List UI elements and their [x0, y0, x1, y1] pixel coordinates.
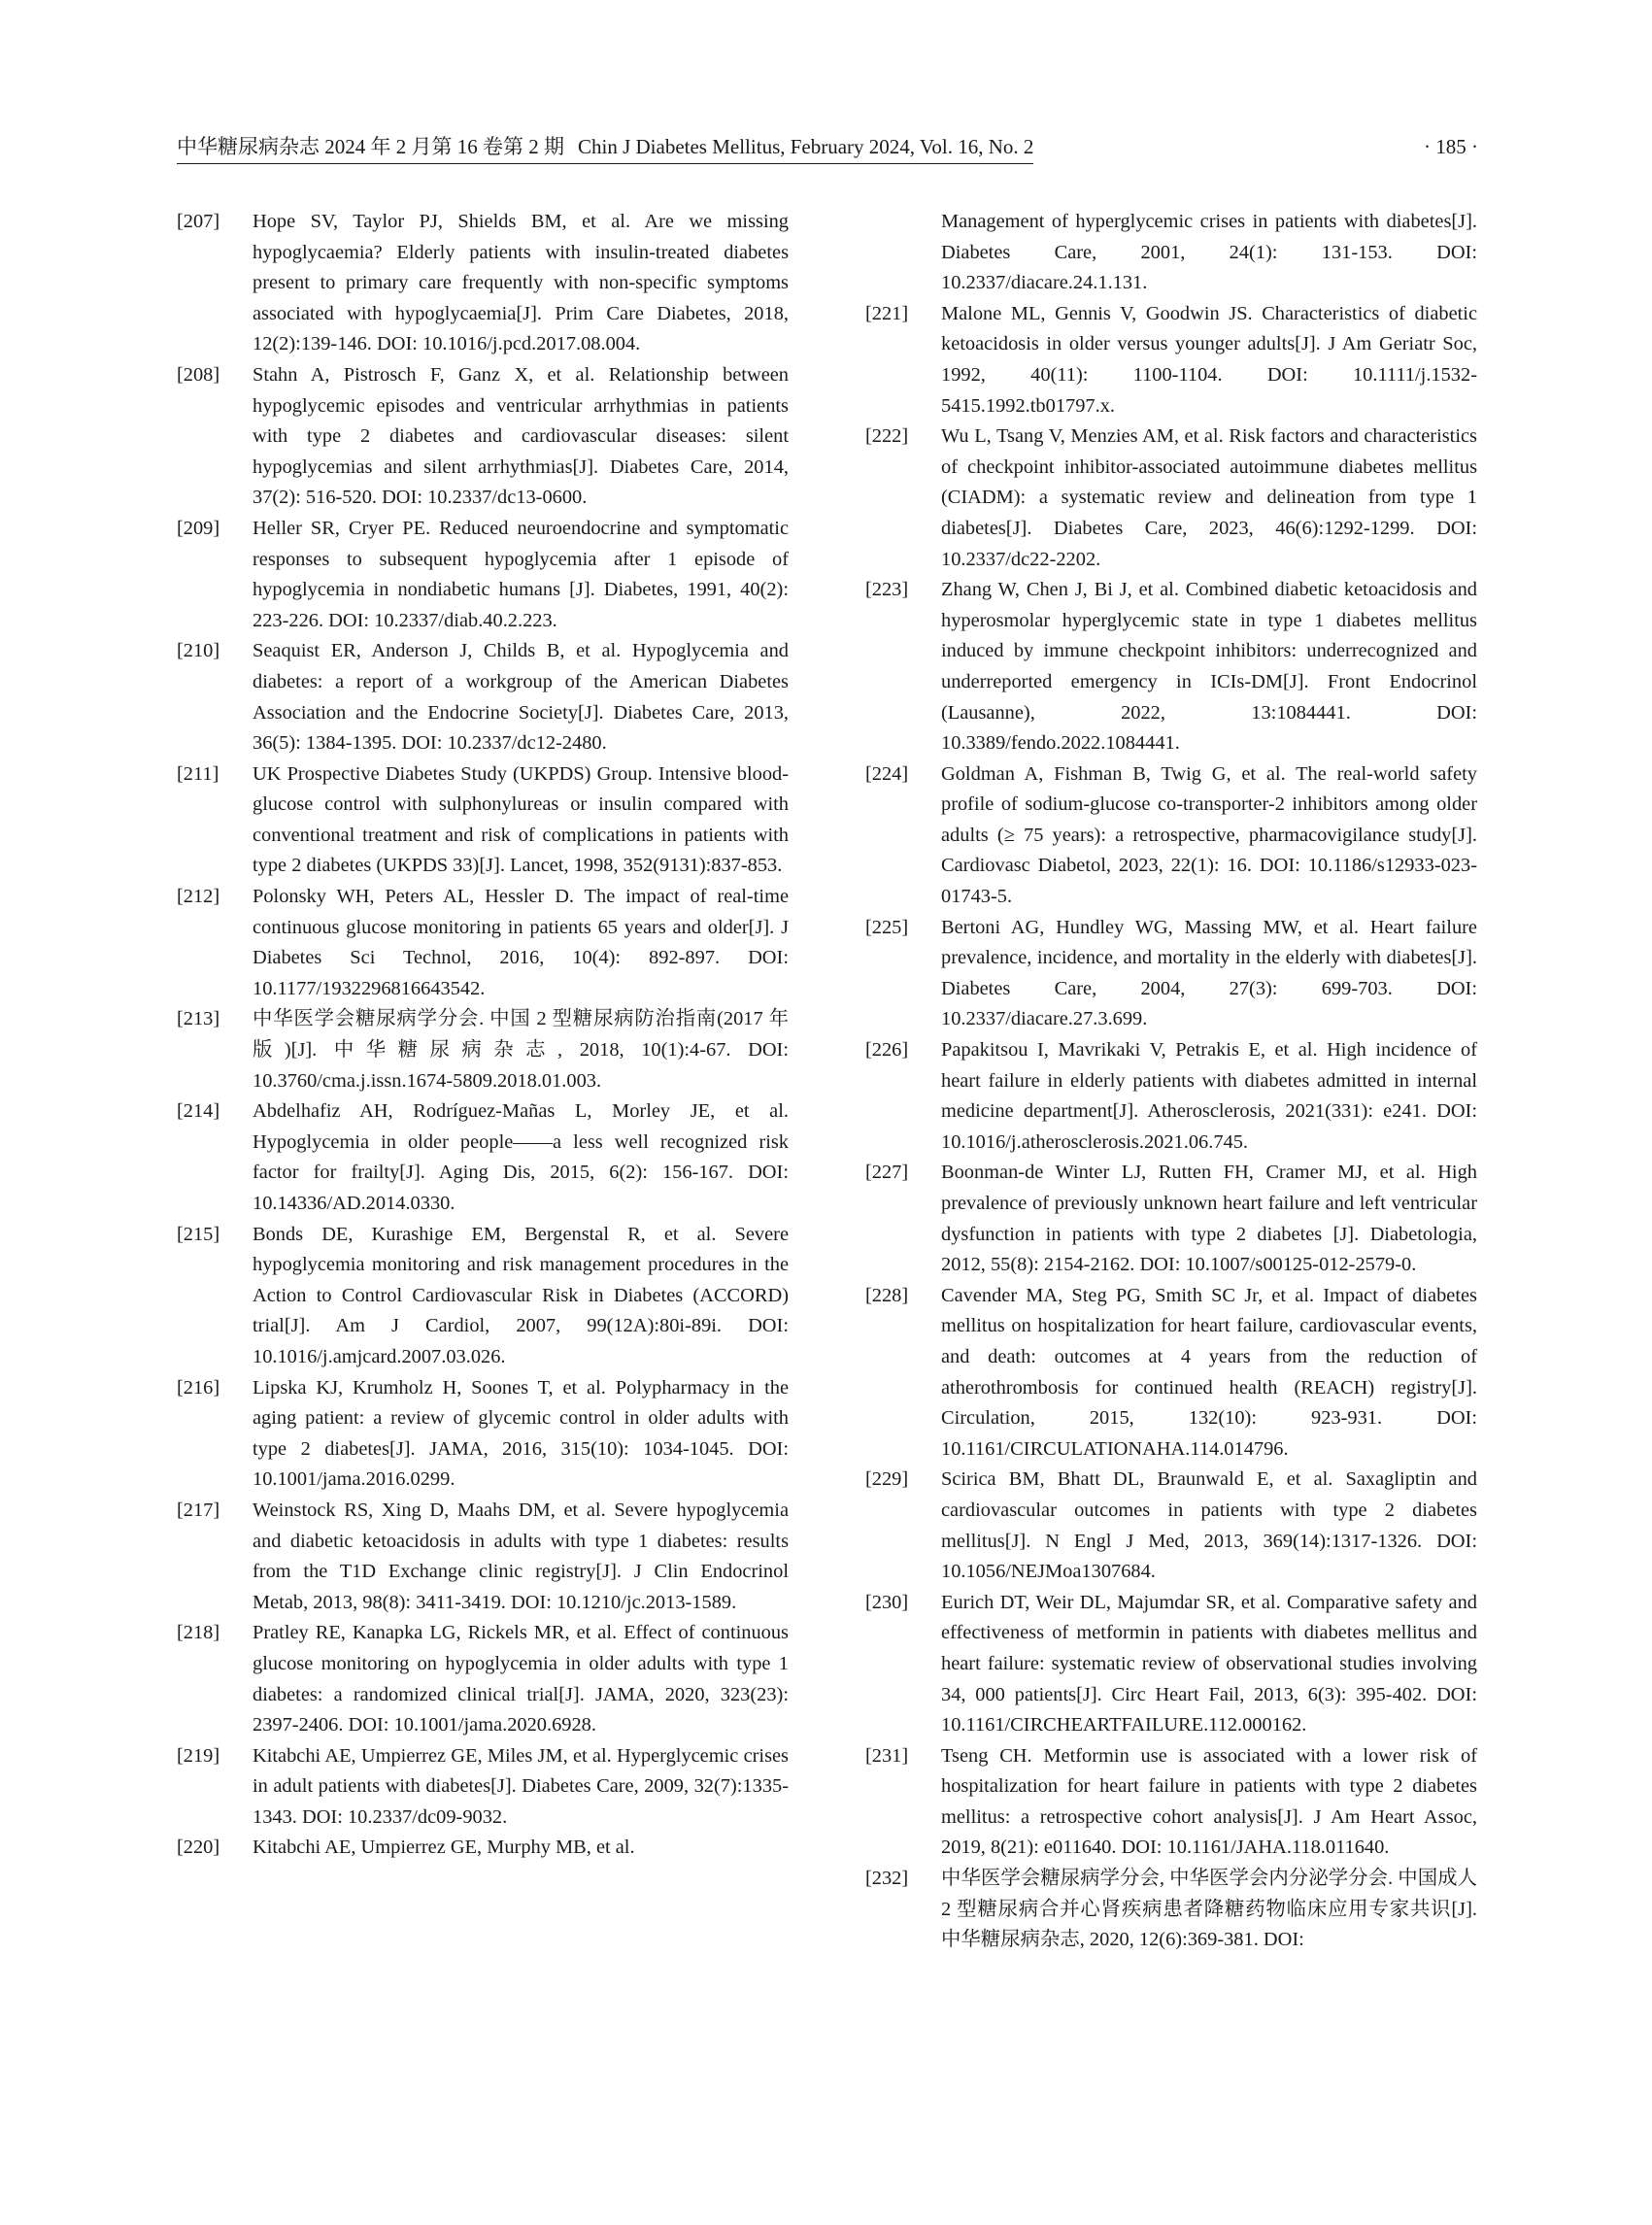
reference-item	[177, 1220, 789, 1373]
reference-number: [217]	[177, 1499, 220, 1521]
reference-item	[177, 1618, 789, 1740]
reference-item	[865, 207, 1477, 299]
reference-number: [226]	[865, 1039, 909, 1062]
reference-text: Scirica BM, Bhatt DL, Braunwald E, et al. Saxagliptin and cardiovascular outcomes in patients with type 2 diabetes mellitus[J]. N Engl J Med, 2013, 369(14):1317-1326. DOI: 10.1056/NEJMoa1307684.	[941, 1468, 1477, 1583]
reference-text: Pratley RE, Kanapka LG, Rickels MR, et al. Effect of continuous glucose monitoring on hypoglycemia in older adults with type 1 diabetes: a randomized clinical trial[J]. JAMA, 2020, 323(23): 2397-2406. DOI: 10.1001/jama.2020.6928.	[253, 1622, 789, 1736]
reference-text: Seaquist ER, Anderson J, Childs B, et al. Hypoglycemia and diabetes: a report of a workgroup of the American Diabetes Association and the Endocrine Society[J]. Diabetes Care, 2013, 36(5): 1384-1395. DOI: 10.2337/dc12-2480.	[253, 640, 789, 755]
reference-number: [229]	[865, 1468, 909, 1491]
reference-text: Kitabchi AE, Umpierrez GE, Murphy MB, et al.	[253, 1837, 635, 1859]
reference-number: [220]	[177, 1837, 220, 1859]
reference-text: Wu L, Tsang V, Menzies AM, et al. Risk factors and characteristics of checkpoint inhibitor-associated autoimmune diabetes mellitus (CIADM): a systematic review and delineation from type 1 diabetes[J]. Diabetes Care, 2023, 46(6):1292-1299. DOI: 10.2337/dc22-2202.	[941, 425, 1477, 570]
reference-text: Hope SV, Taylor PJ, Shields BM, et al. Are we missing hypoglycaemia? Elderly patients with insulin-treated diabetes present to primary care frequently with non-specific symptoms associated with hypoglycaemia[J]. Prim Care Diabetes, 2018, 12(2):139-146. DOI: 10.1016/j.pcd.2017.08.004.	[253, 211, 789, 355]
reference-item	[865, 421, 1477, 575]
reference-item	[865, 1035, 1477, 1158]
reference-number: [214]	[177, 1100, 220, 1123]
reference-number: [222]	[865, 425, 909, 448]
reference-number: [219]	[177, 1744, 220, 1767]
reference-column-left	[177, 207, 789, 1864]
reference-number: [225]	[865, 916, 909, 938]
reference-text: Tseng CH. Metformin use is associated with a lower risk of hospitalization for heart failure in patients with type 2 diabetes mellitus: a retrospective cohort analysis[J]. J Am Heart Assoc, 2019, 8(21): e011640. DOI: 10.1161/JAHA.118.011640.	[941, 1744, 1477, 1859]
reference-number: [227]	[865, 1162, 909, 1184]
reference-item	[177, 1741, 789, 1834]
reference-number	[865, 207, 941, 299]
reference-item	[177, 1373, 789, 1496]
reference-item	[177, 514, 789, 636]
reference-item	[177, 207, 789, 360]
reference-text: 中华医学会糖尿病学分会. 中国 2 型糖尿病防治指南(2017 年版)[J]. 中华糖尿病杂志, 2018, 10(1):4-67. DOI: 10.3760/cma.j.issn.1674-5809.2018.01.003.	[253, 1008, 789, 1092]
page-number: · 185 ·	[1424, 135, 1478, 158]
reference-text: 中华医学会糖尿病学分会, 中华医学会内分泌学分会. 中国成人 2 型糖尿病合并心肾疾病患者降糖药物临床应用专家共识[J]. 中华糖尿病杂志, 2020, 12(6):369-381. DOI:	[941, 1868, 1477, 1951]
reference-text: Kitabchi AE, Umpierrez GE, Miles JM, et al. Hyperglycemic crises in adult patients with diabetes[J]. Diabetes Care, 2009, 32(7):1335-1343. DOI: 10.2337/dc09-9032.	[253, 1744, 789, 1828]
reference-text: Abdelhafiz AH, Rodríguez-Mañas L, Morley JE, et al. Hypoglycemia in older people——a less well recognized risk factor for frailty[J]. Aging Dis, 2015, 6(2): 156-167. DOI: 10.14336/AD.2014.0330.	[253, 1100, 789, 1214]
reference-item	[865, 759, 1477, 913]
reference-item	[177, 759, 789, 882]
reference-number: [232]	[865, 1868, 909, 1890]
journal-title-cn: 中华糖尿病杂志 2024 年 2 月第 16 卷第 2 期	[177, 135, 564, 158]
reference-item	[865, 1864, 1477, 1956]
reference-number: [210]	[177, 640, 220, 662]
reference-text: Cavender MA, Steg PG, Smith SC Jr, et al. Impact of diabetes mellitus on hospitalization for heart failure, cardiovascular events, and death: outcomes at 4 years from the reduction of atherothrombosis for continued health (REACH) registry[J]. Circulation, 2015, 132(10): 923-931. DOI: 10.1161/CIRCULATIONAHA.114.014796.	[941, 1284, 1477, 1460]
reference-number: [230]	[865, 1591, 909, 1613]
reference-text: Weinstock RS, Xing D, Maahs DM, et al. Severe hypoglycemia and diabetic ketoacidosis in adults with type 1 diabetes: results from the T1D Exchange clinic registry[J]. J Clin Endocrinol Metab, 2013, 98(8): 3411-3419. DOI: 10.1210/jc.2013-1589.	[253, 1499, 789, 1613]
reference-item	[865, 1741, 1477, 1864]
reference-number: [212]	[177, 886, 220, 908]
reference-item	[177, 882, 789, 1004]
reference-item	[177, 636, 789, 759]
reference-item	[177, 1096, 789, 1219]
reference-number: [213]	[177, 1008, 220, 1030]
reference-number: [208]	[177, 363, 220, 386]
reference-column-right	[865, 207, 1477, 1956]
reference-number: [221]	[865, 302, 909, 324]
running-header	[177, 131, 1478, 164]
reference-item	[177, 1833, 789, 1864]
reference-number: [211]	[177, 762, 219, 785]
reference-item	[865, 575, 1477, 759]
reference-number: [224]	[865, 762, 909, 785]
reference-number: [228]	[865, 1284, 909, 1306]
reference-text: Bonds DE, Kurashige EM, Bergenstal R, et al. Severe hypoglycemia monitoring and risk management procedures in the Action to Control Cardiovascular Risk in Diabetes (ACCORD) trial[J]. Am J Cardiol, 2007, 99(12A):80i-89i. DOI: 10.1016/j.amjcard.2007.03.026.	[253, 1223, 789, 1367]
reference-item	[865, 913, 1477, 1035]
reference-text: Heller SR, Cryer PE. Reduced neuroendocrine and symptomatic responses to subsequent hypoglycemia after 1 episode of hypoglycemia in nondiabetic humans [J]. Diabetes, 1991, 40(2): 223-226. DOI: 10.2337/diab.40.2.223.	[253, 517, 789, 631]
reference-text: Polonsky WH, Peters AL, Hessler D. The impact of real-time continuous glucose monitoring in patients 65 years and older[J]. J Diabetes Sci Technol, 2016, 10(4): 892-897. DOI: 10.1177/1932296816643542.	[253, 886, 789, 999]
reference-text: Boonman-de Winter LJ, Rutten FH, Cramer MJ, et al. High prevalence of previously unknown heart failure and left ventricular dysfunction in patients with type 2 diabetes [J]. Diabetologia, 2012, 55(8): 2154-2162. DOI: 10.1007/s00125-012-2579-0.	[941, 1162, 1477, 1276]
reference-text: Malone ML, Gennis V, Goodwin JS. Characteristics of diabetic ketoacidosis in older versus younger adults[J]. J Am Geriatr Soc, 1992, 40(11): 1100-1104. DOI: 10.1111/j.1532-5415.1992.tb01797.x.	[941, 302, 1477, 417]
reference-item	[865, 1588, 1477, 1741]
journal-citation	[177, 131, 1033, 164]
reference-item	[865, 1281, 1477, 1466]
reference-text: Lipska KJ, Krumholz H, Soones T, et al. Polypharmacy in the aging patient: a review of glycemic control in older adults with type 2 diabetes[J]. JAMA, 2016, 315(10): 1034-1045. DOI: 10.1001/jama.2016.0299.	[253, 1376, 789, 1491]
reference-item	[865, 1158, 1477, 1280]
reference-text: Eurich DT, Weir DL, Majumdar SR, et al. Comparative safety and effectiveness of metformin in patients with diabetes mellitus and heart failure: systematic review of observational studies involving 34, 000 patients[J]. Circ Heart Fail, 2013, 6(3): 395-402. DOI: 10.1161/CIRCHEARTFAILURE.112.000162.	[941, 1591, 1477, 1736]
reference-item	[177, 1004, 789, 1096]
reference-number: [216]	[177, 1376, 220, 1399]
reference-number: [207]	[177, 211, 220, 232]
reference-text: Bertoni AG, Hundley WG, Massing MW, et al. Heart failure prevalence, incidence, and mortality in the elderly with diabetes[J]. Diabetes Care, 2004, 27(3): 699-703. DOI: 10.2337/diacare.27.3.699.	[941, 916, 1477, 1030]
reference-number: [231]	[865, 1744, 909, 1767]
reference-text: Stahn A, Pistrosch F, Ganz X, et al. Relationship between hypoglycemic episodes and ventricular arrhythmias in patients with type 2 diabetes and cardiovascular diseases: silent hypoglycemias and silent arrhythmias[J]. Diabetes Care, 2014, 37(2): 516-520. DOI: 10.2337/dc13-0600.	[253, 363, 789, 509]
reference-number: [209]	[177, 517, 220, 539]
reference-number: [223]	[865, 579, 909, 601]
reference-text: UK Prospective Diabetes Study (UKPDS) Group. Intensive blood-glucose control with sulphonylureas or insulin compared with conventional treatment and risk of complications in patients with type 2 diabetes (UKPDS 33)[J]. Lancet, 1998, 352(9131):837-853.	[253, 762, 789, 877]
reference-item	[177, 360, 789, 514]
reference-item	[177, 1496, 789, 1618]
journal-title-en: Chin J Diabetes Mellitus, February 2024, Vol. 16, No. 2	[578, 135, 1034, 158]
reference-number: [218]	[177, 1622, 220, 1644]
reference-number: [215]	[177, 1223, 220, 1245]
reference-text: Goldman A, Fishman B, Twig G, et al. The real-world safety profile of sodium-glucose co-transporter-2 inhibitors among older adults (≥ 75 years): a retrospective, pharmacovigilance study[J]. Cardiovasc Diabetol, 2023, 22(1): 16. DOI: 10.1186/s12933-023-01743-5.	[941, 762, 1477, 908]
reference-text: Papakitsou I, Mavrikaki V, Petrakis E, et al. High incidence of heart failure in elderly patients with diabetes admitted in internal medicine department[J]. Atherosclerosis, 2021(331): e241. DOI: 10.1016/j.atherosclerosis.2021.06.745.	[941, 1039, 1477, 1153]
reference-item	[865, 299, 1477, 421]
reference-text: Zhang W, Chen J, Bi J, et al. Combined diabetic ketoacidosis and hyperosmolar hyperglycemic state in type 1 diabetes mellitus induced by immune checkpoint inhibitors: underrecognized and underreported emergency in ICIs-DM[J]. Front Endocrinol (Lausanne), 2022, 13:1084441. DOI: 10.3389/fendo.2022.1084441.	[941, 579, 1477, 755]
reference-text: Management of hyperglycemic crises in patients with diabetes[J]. Diabetes Care, 2001, 24(1): 131-153. DOI: 10.2337/diacare.24.1.131.	[941, 211, 1477, 294]
reference-item	[865, 1465, 1477, 1587]
